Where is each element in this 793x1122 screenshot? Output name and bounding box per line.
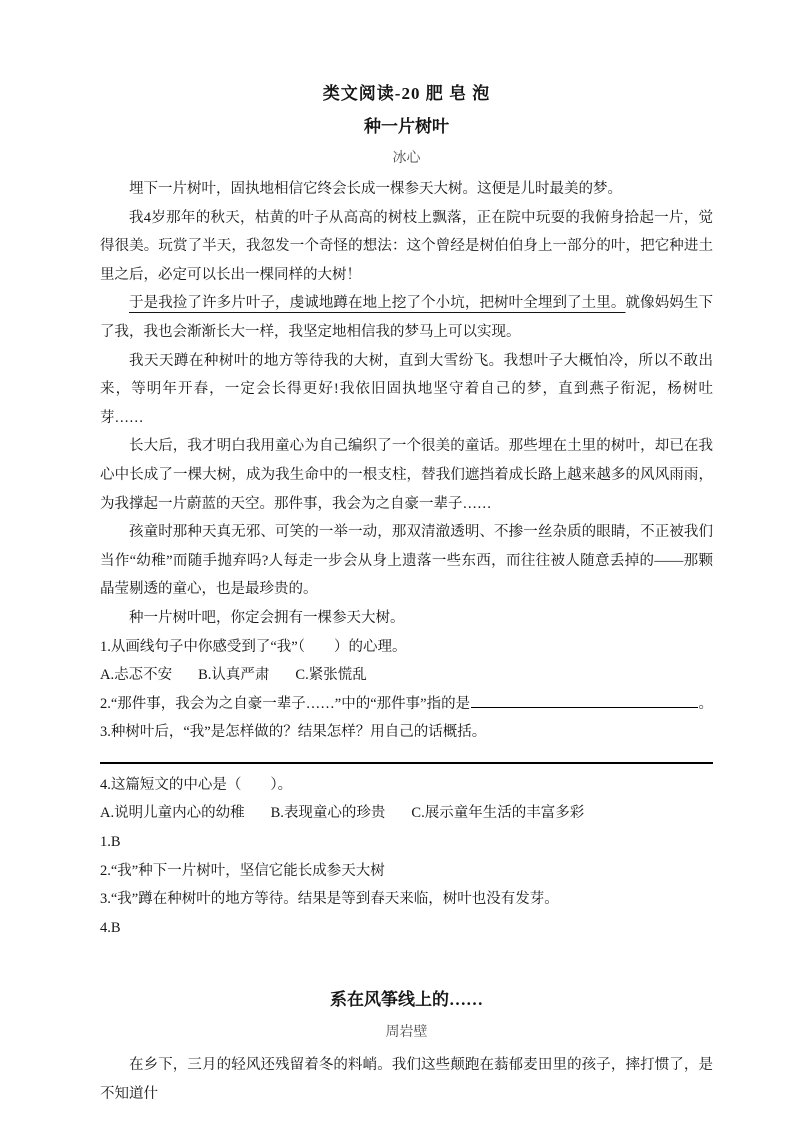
paragraph-continuation: 就像妈妈生下了我，我也会渐渐长大一样，我坚定地相信我的梦马上可以实现。 — [100, 295, 713, 340]
option-c: C.展示童年生活的丰富多彩 — [411, 805, 585, 822]
article1-title: 种一片树叶 — [364, 117, 449, 136]
answer-2: 2.“我”种下一片树叶，坚信它能长成参天大树 — [100, 862, 385, 879]
paragraph: 孩童时那种天真无邪、可笑的一举一动，那双清澈透明、不掺一丝杂质的眼睛，不正被我们当作“幼稚”而随手抛弃吗?人每走一步会从身上遗落一些东西，而往往被人随意丢掉的——那颗晶莹剔透的童心，也是最珍贵的。 — [100, 524, 713, 598]
question-1: 1.从画线句子中你感受到了“我”（ ）的心理。 — [100, 638, 407, 655]
question-2 — [100, 690, 713, 719]
answer-key — [100, 828, 713, 942]
paragraph: 我4岁那年的秋天，枯黄的叶子从高高的树枝上飘落，正在院中玩耍的我俯身拾起一片，觉得很美。玩赏了半天，我忽发一个奇怪的想法：这个曾经是树伯伯身上一部分的叶，把它种进土里之后，必定可以长出一棵同样的大树！ — [100, 209, 713, 283]
option-b: B.认真严肃 — [198, 667, 270, 684]
article1-author: 冰心 — [392, 151, 421, 166]
paragraph-with-underline — [100, 289, 713, 346]
option-b: B.表现童心的珍贵 — [270, 805, 386, 822]
paragraph: 在乡下，三月的轻风还残留着冬的料峭。我们这些颠跑在蓊郁麦田里的孩子，摔打惯了，是不知道什 — [100, 1057, 713, 1103]
paragraph: 埋下一片树叶，固执地相信它终会长成一棵参天大树。这便是儿时最美的梦。 — [129, 181, 622, 197]
article2-section — [100, 990, 713, 1108]
paragraph: 我天天蹲在种树叶的地方等待我的大树，直到大雪纷飞。我想叶子大概怕冷，所以不敢出来，等明年开春，一定会长得更好!我依旧固执地坚守着自己的梦，直到燕子衔泥，杨树吐芽…… — [100, 352, 713, 426]
article1-body — [100, 175, 713, 633]
question-3: 3.种树叶后，“我”是怎样做的？结果怎样？用自己的话概括。 — [100, 724, 487, 741]
fill-in-blank-line — [471, 691, 697, 707]
answer-1: 1.B — [100, 834, 121, 851]
answer-3: 3.“我”蹲在种树叶的地方等待。结果是等到春天来临，树叶也没有发芽。 — [100, 891, 559, 908]
question-1-options — [100, 661, 713, 690]
article2-title: 系在风筝线上的…… — [330, 990, 483, 1010]
question-2-period: 。 — [698, 695, 713, 712]
paragraph: 种一片树叶吧，你定会拥有一棵参天大树。 — [129, 609, 405, 626]
answer-4: 4.B — [100, 919, 121, 936]
answer-rule-line — [100, 762, 713, 764]
option-a: A.忐忑不安 — [100, 667, 173, 684]
option-a: A.说明儿童内心的幼稚 — [100, 805, 245, 822]
underlined-sentence: 于是我捡了许多片叶子，虔诚地蹲在地上挖了个小坑，把树叶全埋到了土里。 — [129, 295, 626, 312]
paragraph: 长大后，我才明白我用童心为自己编织了一个很美的童话。那些埋在土里的树叶，却已在我心中长成了一棵大树，成为我生命中的一根支柱，替我们遮挡着成长路上越来越多的风风雨雨，为我撑起一片蔚蓝的天空。那件事，我会为之自豪一辈子…… — [100, 438, 713, 512]
document-header-title: 类文阅读-20 肥 皂 泡 — [322, 84, 491, 103]
option-c: C.紧张慌乱 — [295, 667, 367, 684]
question-2-text: 2.“那件事，我会为之自豪一辈子……”中的“那件事”指的是 — [100, 695, 471, 712]
article2-author: 周岩壁 — [385, 1025, 428, 1041]
question-4-options — [100, 799, 713, 828]
question-4: 4.这篇短文的中心是（ ）。 — [100, 776, 293, 793]
article2-body — [100, 1051, 713, 1108]
questions-section — [100, 633, 713, 829]
